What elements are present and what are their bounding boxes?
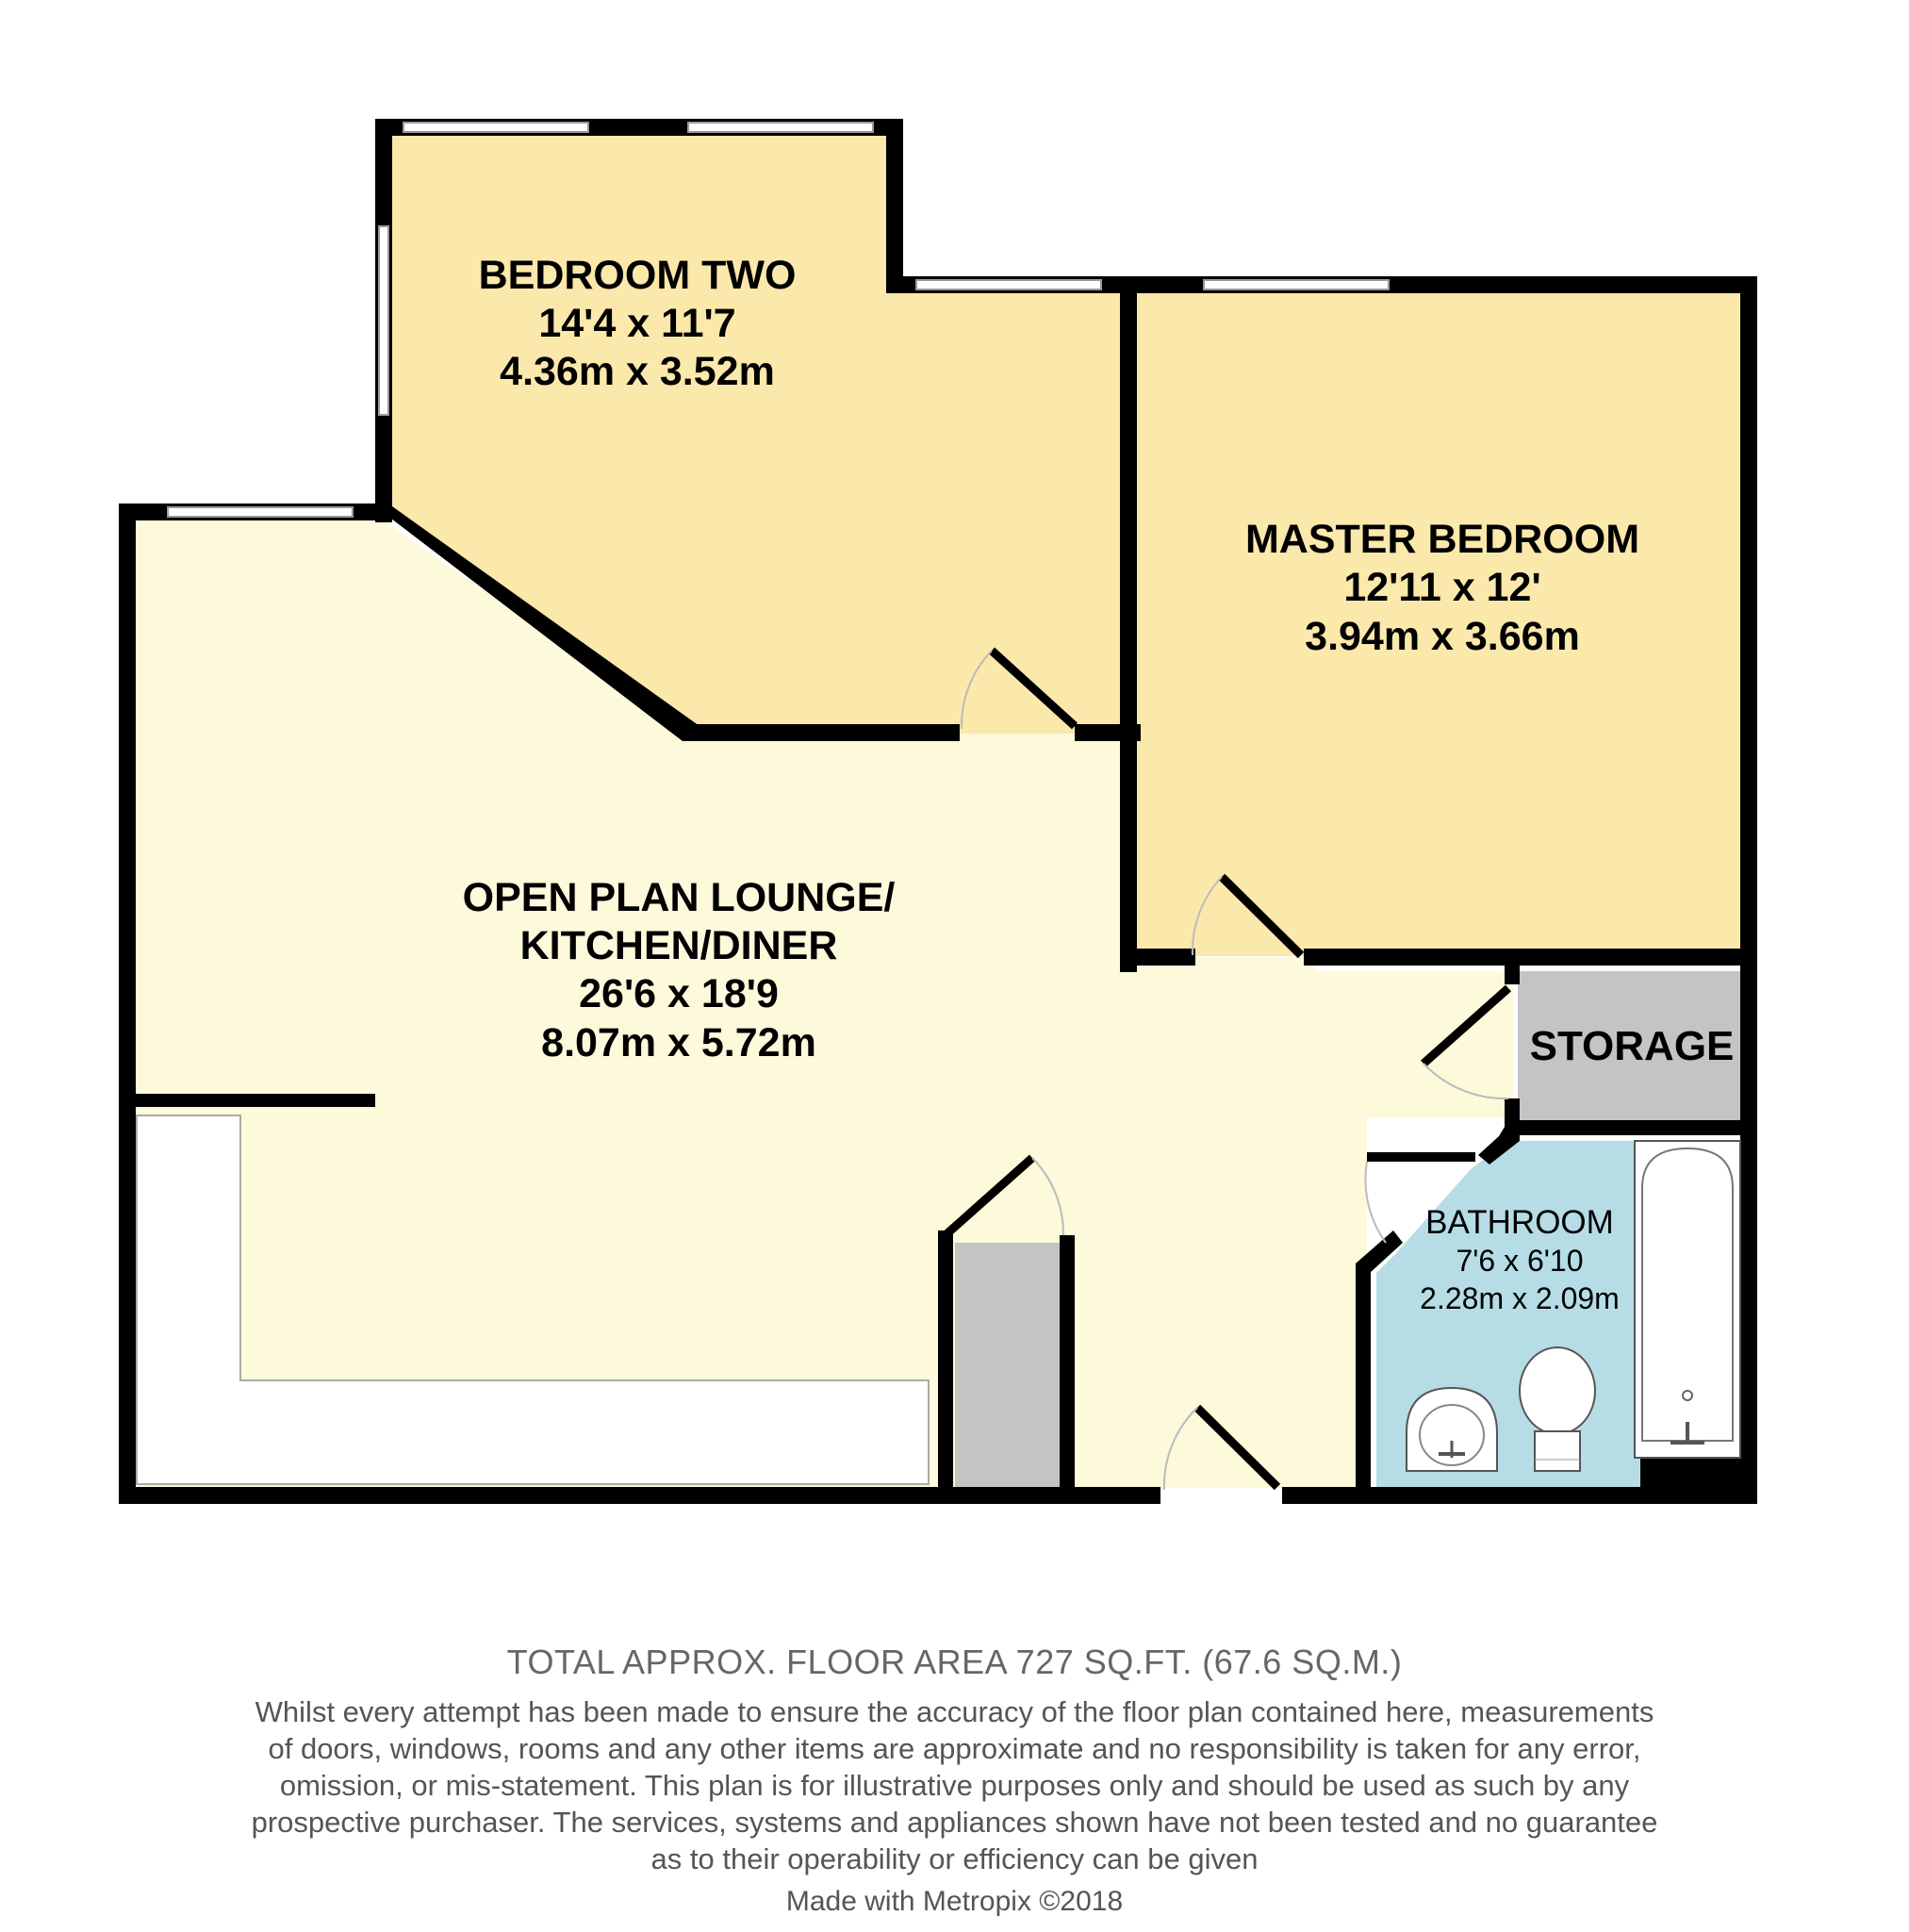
- svg-text:OPEN PLAN LOUNGE/: OPEN PLAN LOUNGE/: [462, 875, 896, 920]
- bath-tub: [1635, 1141, 1740, 1458]
- disclaimer: [0, 1693, 1909, 1877]
- svg-text:STORAGE: STORAGE: [1529, 1023, 1735, 1069]
- svg-text:7'6 x 6'10: 7'6 x 6'10: [1456, 1244, 1584, 1278]
- disclaimer-line: of doors, windows, rooms and any other items are approximate and no responsibility is taken for any error,: [268, 1732, 1641, 1765]
- door-bathroom: [1365, 1162, 1386, 1243]
- svg-text:MASTER BEDROOM: MASTER BEDROOM: [1244, 517, 1640, 562]
- window-lounge: [168, 507, 353, 517]
- svg-text:KITCHEN/DINER: KITCHEN/DINER: [519, 923, 838, 968]
- window-bedroom-two-side: [916, 280, 1101, 289]
- svg-text:4.36m x 3.52m: 4.36m x 3.52m: [500, 349, 775, 394]
- label-storage: [1530, 1023, 1735, 1069]
- svg-text:BATHROOM: BATHROOM: [1425, 1204, 1614, 1241]
- disclaimer-line: omission, or mis-statement. This plan is for illustrative purposes only and should be used as such by any: [279, 1769, 1630, 1802]
- svg-text:BEDROOM TWO: BEDROOM TWO: [478, 253, 797, 298]
- disclaimer-line: Whilst every attempt has been made to ensure the accuracy of the floor plan contained here, measurements: [255, 1695, 1654, 1728]
- svg-text:3.94m x 3.66m: 3.94m x 3.66m: [1305, 614, 1580, 659]
- total-floor-area: TOTAL APPROX. FLOOR AREA 727 SQ.FT. (67.6 SQ.M.): [506, 1643, 1403, 1681]
- svg-text:2.28m x 2.09m: 2.28m x 2.09m: [1420, 1281, 1620, 1315]
- window-bedroom-two-top-right: [688, 123, 873, 132]
- disclaimer-line: prospective purchaser. The services, systems and appliances shown have not been tested and no guarantee: [251, 1806, 1658, 1839]
- disclaimer-line: as to their operability or efficiency can be given: [650, 1842, 1259, 1875]
- svg-text:12'11 x 12': 12'11 x 12': [1343, 565, 1541, 610]
- window-bedroom-two-top-left: [403, 123, 588, 132]
- svg-text:8.07m x 5.72m: 8.07m x 5.72m: [541, 1020, 816, 1065]
- svg-text:14'4 x 11'7: 14'4 x 11'7: [538, 301, 736, 346]
- window-master-bedroom: [1204, 280, 1389, 289]
- window-bedroom-two-left: [379, 226, 388, 415]
- metropix-credit: Made with Metropix ©2018: [785, 1886, 1124, 1917]
- cupboard-floor: [955, 1243, 1061, 1488]
- sink: [1407, 1388, 1497, 1471]
- svg-text:26'6 x 18'9: 26'6 x 18'9: [579, 971, 779, 1016]
